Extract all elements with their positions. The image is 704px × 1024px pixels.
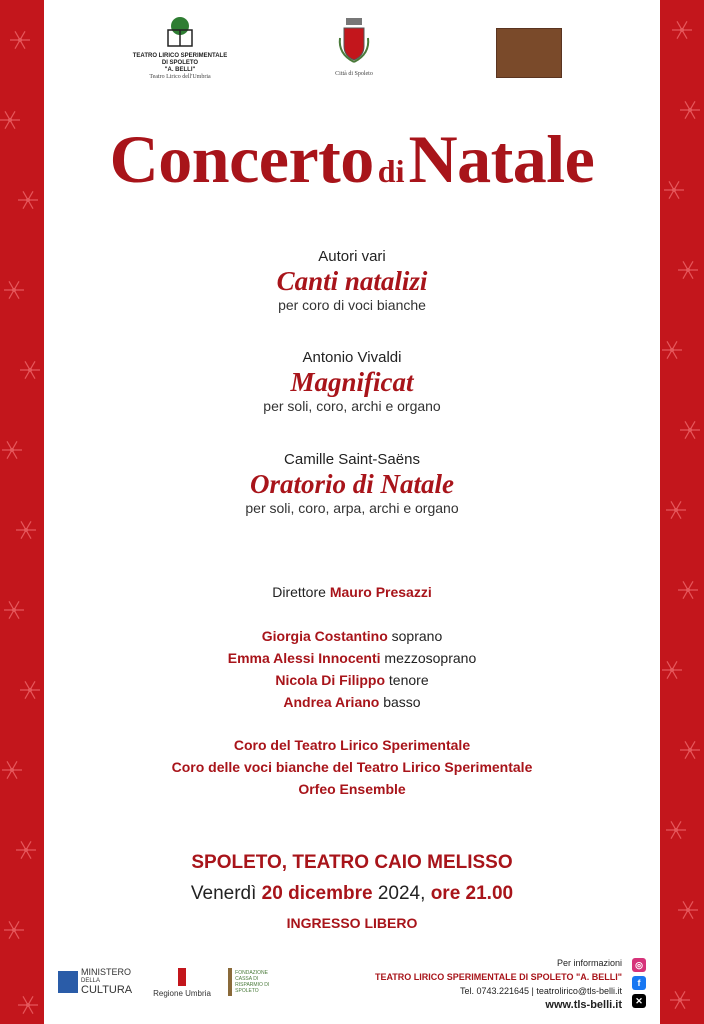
snowflake-border-left <box>0 0 44 1024</box>
title-di: di <box>377 153 405 189</box>
city-caption: Città di Spoleto <box>335 71 373 77</box>
soloist-row <box>44 691 660 713</box>
tls-logo-line1: TEATRO LIRICO SPERIMENTALE <box>132 53 228 59</box>
soloist-name: Andrea Ariano <box>283 694 380 710</box>
instagram-icon[interactable]: ◎ <box>632 958 646 972</box>
conductor <box>44 581 660 603</box>
tls-logo <box>130 16 230 81</box>
event-date <box>44 883 660 905</box>
info-web: www.tls-belli.it <box>545 999 622 1011</box>
soloist-voice: soprano <box>391 628 443 644</box>
header-logos <box>44 14 660 94</box>
work-title: Magnificat <box>290 367 414 397</box>
soloist-voice: mezzosoprano <box>384 650 477 666</box>
foundation-name: FONDAZIONE CASSA DI RISPARMIO DI SPOLETO <box>235 970 270 994</box>
ensemble: Coro delle voci bianche del Teatro Lirico Sperimentale <box>171 759 533 775</box>
soloist-row <box>44 625 660 647</box>
page-title <box>44 121 660 197</box>
info-org: TEATRO LIRICO SPERIMENTALE DI SPOLETO "A. BELLI" <box>374 972 622 982</box>
snowflake-pattern <box>0 0 44 1024</box>
soloist-row <box>44 647 660 669</box>
tls-logo-line3: "A. BELLI" <box>164 67 196 73</box>
work-title: Canti natalizi <box>276 266 428 296</box>
forces: per soli, coro, arpa, archi e organo <box>245 500 459 516</box>
forces: per soli, coro, archi e organo <box>263 398 441 414</box>
conductor-name: Mauro Presazzi <box>329 584 432 600</box>
event-date-day: 20 dicembre <box>261 883 373 904</box>
composer: Autori vari <box>318 248 386 265</box>
program-item <box>44 349 660 414</box>
soloist-name: Nicola Di Filippo <box>275 672 386 688</box>
snowflake-pattern <box>660 0 704 1024</box>
program-item <box>44 248 660 313</box>
ensemble: Coro del Teatro Lirico Sperimentale <box>233 737 471 753</box>
event-time: ore 21.00 <box>430 883 514 904</box>
conductor-role: Direttore <box>272 584 326 600</box>
ministry-line3: CULTURA <box>81 984 133 996</box>
facebook-icon[interactable]: f <box>632 976 646 990</box>
contact-info <box>375 956 622 1012</box>
soloist-voice: basso <box>383 694 421 710</box>
region-emblem-icon <box>178 968 186 986</box>
soloists-list <box>44 625 660 713</box>
x-icon[interactable]: ✕ <box>632 994 646 1008</box>
snowflake-border-right <box>660 0 704 1024</box>
foundation-emblem-icon <box>228 968 232 996</box>
crest-icon <box>336 16 372 66</box>
tree-icon <box>160 16 200 48</box>
ensembles-list <box>44 734 660 800</box>
program-item <box>44 451 660 516</box>
soloist-row <box>44 669 660 691</box>
entry-badge: INGRESSO LIBERO <box>286 915 418 931</box>
region-name: Regione Umbria <box>153 989 211 998</box>
ministry-line2: DELLA <box>81 978 101 984</box>
ministry-logo <box>58 968 138 995</box>
work-title: Oratorio di Natale <box>249 469 454 499</box>
info-tel: Tel. 0743.221645 | teatrolirico@tls-belli.it <box>459 986 622 996</box>
soloist-name: Emma Alessi Innocenti <box>227 650 381 666</box>
ministry-emblem-icon <box>58 971 78 993</box>
social-icons <box>632 958 648 1012</box>
spoleto-crest <box>324 16 384 78</box>
title-natale: Natale <box>408 121 595 197</box>
foundation-logo <box>228 968 284 996</box>
ensemble: Orfeo Ensemble <box>298 781 406 797</box>
soloist-name: Giorgia Costantino <box>261 628 388 644</box>
title-concerto: Concerto <box>109 121 374 197</box>
event-year: 2024, <box>377 883 426 904</box>
info-heading: Per informazioni <box>556 958 622 968</box>
event-day: Venerdì <box>190 883 257 904</box>
soloist-voice: tenore <box>388 672 429 688</box>
tls-logo-line4: Teatro Lirico dell'Umbria <box>149 74 211 80</box>
venue: SPOLETO, TEATRO CAIO MELISSO <box>191 852 513 873</box>
museum-logo <box>496 28 562 78</box>
composer: Camille Saint-Saëns <box>284 451 420 468</box>
forces: per coro di voci bianche <box>278 297 426 313</box>
ministry-line1: MINISTERO <box>81 967 132 977</box>
tls-logo-line2: DI SPOLETO <box>161 60 199 66</box>
region-logo <box>150 968 214 998</box>
composer: Antonio Vivaldi <box>302 349 402 366</box>
